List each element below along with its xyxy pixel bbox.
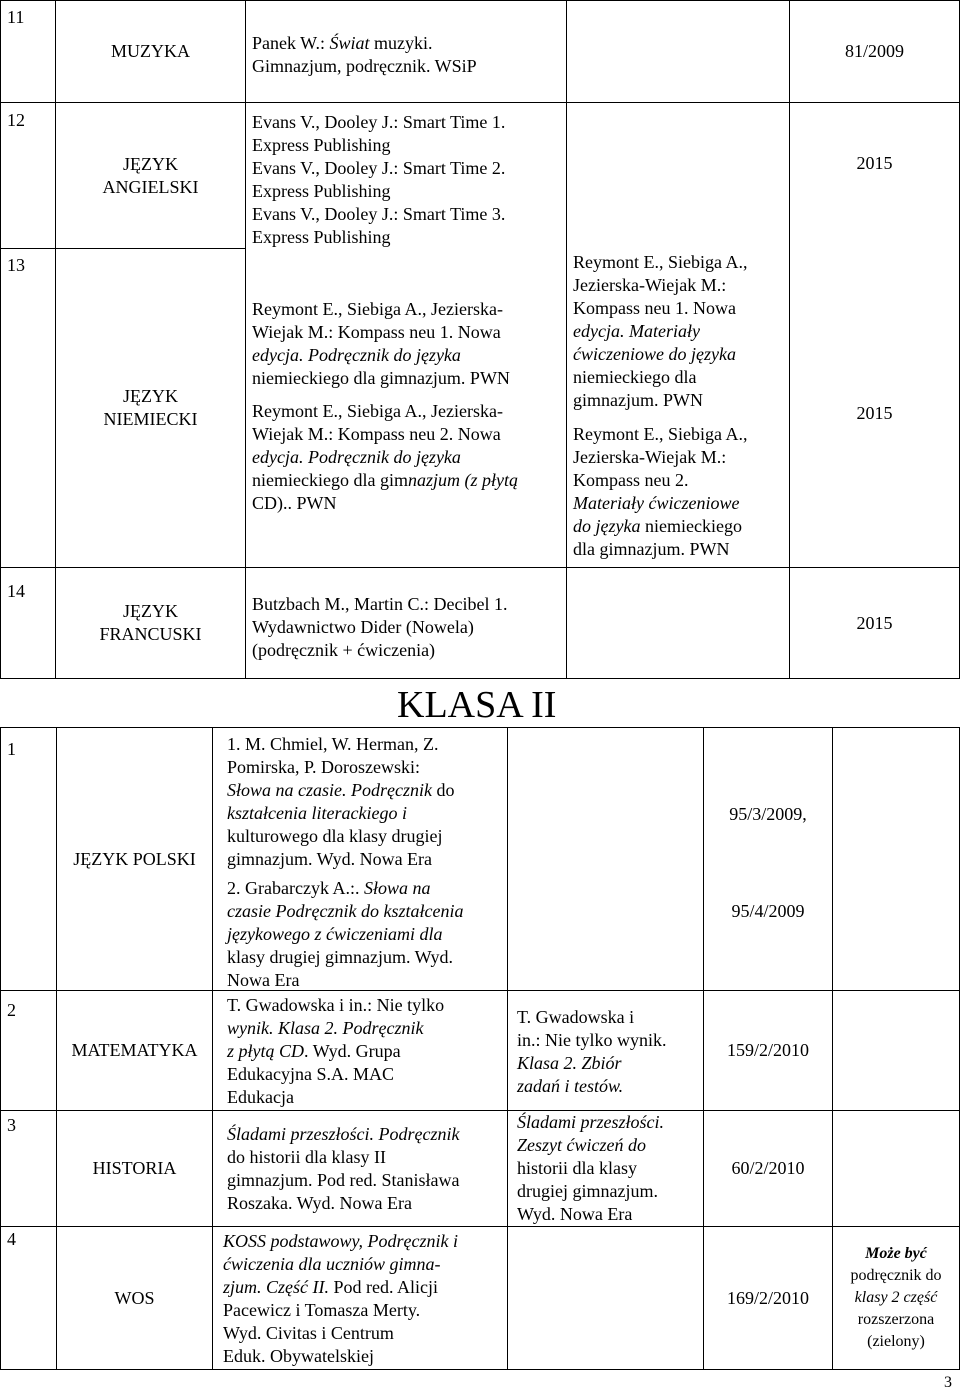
approval-number-2: 95/4/2009	[731, 901, 805, 921]
year-english: 2015	[856, 153, 893, 173]
text-segment: Evans V., Dooley J.: Smart Time 2.	[252, 158, 506, 178]
text-line	[252, 639, 507, 662]
text-line	[850, 1265, 941, 1287]
text-line	[517, 1111, 664, 1134]
row-13-subject-cell	[55, 248, 246, 568]
math-exercise	[517, 1006, 667, 1098]
text-line	[227, 779, 454, 802]
text-segment: ćwiczeniowe do języka	[573, 344, 736, 364]
k2-row-1-book-cell	[212, 727, 508, 991]
text-line	[227, 1146, 459, 1169]
text-line	[227, 1040, 444, 1063]
text-line: FRANCUSKI	[99, 624, 202, 644]
row-14-num-cell	[0, 567, 56, 679]
text-segment: gimnazjum. Pod red. Stanisława	[227, 1170, 460, 1190]
k2-row-2-subject-cell	[56, 990, 213, 1111]
text-segment: Pomirska, P. Doroszewski:	[227, 757, 420, 777]
text-segment: klasy 2 część	[854, 1289, 938, 1306]
text-segment: czasie Podręcznik do kształcenia	[227, 901, 464, 921]
row-number: 14	[7, 581, 25, 601]
text-segment: Express Publishing	[252, 181, 391, 201]
row-number: 3	[7, 1115, 16, 1135]
text-line	[227, 900, 463, 923]
subject-name	[56, 153, 245, 199]
row-12-13-book-cell	[245, 102, 567, 568]
page-number: 3	[944, 1374, 952, 1391]
text-line	[252, 226, 505, 249]
text-segment: edycja. Podręcznik do języka	[252, 345, 461, 365]
text-line	[252, 298, 510, 321]
text-line	[867, 1331, 925, 1353]
text-segment: historii dla klasy	[517, 1158, 637, 1178]
row-number: 2	[7, 1000, 16, 1020]
text-line	[227, 1169, 459, 1192]
row-14-subject-cell	[55, 567, 246, 679]
text-line	[517, 1203, 664, 1226]
text-line	[517, 1006, 667, 1029]
history-exercise	[517, 1111, 664, 1226]
polish-book-1	[227, 733, 454, 871]
text-segment: niemieckiego dla gimnazjum. PWN	[252, 368, 510, 388]
text-segment: klasy drugiej gimnazjum. Wyd.	[227, 947, 454, 967]
text-line	[858, 1309, 934, 1331]
text-line	[252, 593, 507, 616]
k2-row-2-book-cell	[212, 990, 508, 1111]
text-segment: ćwiczenia dla uczniów gimna-	[223, 1254, 441, 1274]
row-12-13-year-cell	[789, 102, 960, 568]
text-segment: (podręcznik + ćwiczenia)	[252, 640, 436, 660]
text-line	[252, 492, 518, 515]
french-book	[252, 593, 507, 662]
text-line	[252, 55, 560, 78]
row-13-num-cell	[0, 248, 56, 568]
text-segment: podręcznik do	[850, 1267, 942, 1284]
text-line: WOS	[114, 1287, 155, 1308]
text-segment: Może być	[865, 1245, 927, 1262]
text-line	[252, 400, 518, 423]
text-line	[252, 446, 518, 469]
k2-row-4-number-cell	[703, 1226, 833, 1370]
text-line	[227, 1123, 459, 1146]
text-segment: 1. M. Chmiel, W. Herman, Z.	[227, 734, 439, 754]
german-book-1	[252, 298, 510, 390]
text-line	[227, 1063, 444, 1086]
text-segment: do historii dla klasy II	[227, 1147, 386, 1167]
k2-row-3-book-cell	[212, 1110, 508, 1227]
text-segment: do	[431, 780, 455, 800]
text-segment: Wiejak M.: Kompass neu 1. Nowa	[252, 322, 501, 342]
k2-row-4-note-cell	[832, 1226, 960, 1370]
text-line	[223, 1322, 458, 1345]
k2-row-2-exercise-cell	[507, 990, 704, 1111]
k2-row-2-num-cell	[0, 990, 57, 1111]
text-line	[227, 848, 454, 871]
row-number: 13	[7, 255, 25, 275]
text-line	[252, 111, 505, 134]
text-segment: Reymont E., Siebiga A., Jezierska-	[252, 299, 503, 319]
year-german: 2015	[856, 403, 893, 423]
math-book	[227, 994, 444, 1109]
text-line	[223, 1299, 458, 1322]
row-14-book-cell	[245, 567, 567, 679]
row-number: 11	[7, 7, 25, 27]
row-11-book-cell	[245, 0, 567, 103]
german-book-2	[252, 400, 518, 515]
text-line	[252, 32, 560, 55]
k2-row-3-number-cell	[703, 1110, 833, 1227]
text-segment: T. Gwadowska i in.: Nie tylko	[227, 995, 445, 1015]
k2-row-4-book-cell	[212, 1226, 508, 1370]
text-line	[227, 877, 463, 900]
text-segment: zjum. Część II.	[223, 1277, 329, 1297]
text-segment: Reymont E., Siebiga A.,	[573, 424, 748, 444]
text-line	[252, 134, 505, 157]
k2-row-1-num-cell	[0, 727, 57, 991]
k2-row-3-exercise-cell	[507, 1110, 704, 1227]
text-line	[855, 1287, 938, 1309]
text-line	[517, 1052, 667, 1075]
k2-row-4-subject-cell	[56, 1226, 213, 1370]
text-segment: (zielony)	[867, 1333, 925, 1350]
text-line	[227, 994, 444, 1017]
text-segment: niemieckiego	[640, 516, 742, 536]
text-line	[573, 251, 748, 274]
text-segment: Panek W.:	[252, 33, 330, 53]
english-books	[252, 111, 505, 249]
text-segment: rozszerzona	[857, 1311, 935, 1328]
row-11-subject-cell	[55, 0, 246, 103]
text-segment: 2. Grabarczyk A.:.	[227, 878, 364, 898]
text-segment: Evans V., Dooley J.: Smart Time 1.	[252, 112, 506, 132]
text-segment: T. Gwadowska i	[517, 1007, 635, 1027]
text-line	[227, 733, 454, 756]
text-line: JĘZYK	[123, 154, 178, 174]
text-segment: Materiały ćwiczeniowe	[573, 493, 740, 513]
text-segment: Roszaka. Wyd. Nowa Era	[227, 1193, 413, 1213]
k2-row-1-exercise-cell	[507, 727, 704, 991]
text-segment: Słowa na	[363, 878, 431, 898]
text-line	[517, 1029, 667, 1052]
text-segment: CD).. PWN	[252, 493, 337, 513]
text-line	[252, 469, 518, 492]
text-line: HISTORIA	[92, 1158, 177, 1178]
text-line	[227, 756, 454, 779]
text-segment: zadań i testów.	[517, 1076, 624, 1096]
text-segment: wynik. Klasa 2. Podręcznik	[227, 1018, 424, 1038]
text-segment: Wiejak M.: Kompass neu 2. Nowa	[252, 424, 501, 444]
text-segment: kulturowego dla klasy drugiej	[227, 826, 443, 846]
text-line: JĘZYK POLSKI	[73, 848, 196, 869]
text-line: MUZYKA	[111, 41, 190, 61]
text-line	[517, 1180, 664, 1203]
text-line	[573, 274, 748, 297]
text-line	[573, 423, 748, 446]
text-line	[252, 367, 510, 390]
text-segment: do języka	[573, 516, 641, 536]
k2-row-2-note-cell	[832, 990, 960, 1111]
k2-row-1-note-cell	[832, 727, 960, 991]
text-segment: językowego z ćwiczeniami dla	[227, 924, 443, 944]
text-segment: z płytą CD	[227, 1041, 305, 1061]
text-line: NIEMIECKI	[103, 409, 198, 429]
text-segment: Wyd. Civitas i Centrum	[223, 1323, 394, 1343]
text-line	[227, 802, 454, 825]
text-line	[573, 538, 748, 561]
approval-number-1: 95/3/2009,	[729, 804, 807, 824]
text-line	[227, 946, 463, 969]
subject-name	[56, 385, 245, 431]
text-line	[227, 969, 463, 992]
text-segment: Kompass neu 2.	[573, 470, 689, 490]
text-line: MATEMATYKA	[71, 1040, 198, 1060]
text-line	[252, 321, 510, 344]
text-line	[227, 923, 463, 946]
row-12-13-exercise-cell	[566, 102, 790, 568]
text-segment: Gimnazjum, podręcznik. WSiP	[252, 56, 477, 76]
k2-row-2-number-cell	[703, 990, 833, 1111]
text-segment: nazjum (z płytą	[407, 470, 518, 490]
row-14-exercise-cell	[566, 567, 790, 679]
k2-row-3-note-cell	[832, 1110, 960, 1227]
row-11-number-cell	[789, 0, 960, 103]
text-segment: Reymont E., Siebiga A.,	[573, 252, 748, 272]
text-segment: dla gimnazjum. PWN	[573, 539, 730, 559]
text-line	[252, 203, 505, 226]
row-14-year-cell	[789, 567, 960, 679]
text-segment: edycja. Podręcznik do języka	[252, 447, 461, 467]
text-segment: Wyd. Nowa Era	[517, 1204, 633, 1224]
text-segment: Butzbach M., Martin C.: Decibel 1.	[252, 594, 508, 614]
text-segment: Nowa Era	[227, 970, 300, 990]
text-segment: niemieckiego dla gim	[252, 470, 408, 490]
text-segment: gimnazjum. PWN	[573, 390, 703, 410]
text-segment: Zeszyt ćwiczeń do	[517, 1135, 646, 1155]
text-line	[517, 1134, 664, 1157]
text-line	[252, 344, 510, 367]
k2-row-1-subject-cell	[56, 727, 213, 991]
book-text	[252, 32, 560, 78]
polish-book-2	[227, 877, 463, 992]
text-line	[252, 423, 518, 446]
text-segment: drugiej gimnazjum.	[517, 1181, 658, 1201]
text-segment: Kompass neu 1. Nowa	[573, 298, 736, 318]
text-line	[573, 343, 748, 366]
text-line: JĘZYK	[123, 601, 178, 621]
text-line	[573, 515, 748, 538]
text-line	[573, 469, 748, 492]
row-number: 12	[7, 110, 25, 130]
text-line	[573, 389, 748, 412]
text-line	[227, 1017, 444, 1040]
text-line	[517, 1075, 667, 1098]
approval-number: 159/2/2010	[726, 1040, 809, 1060]
k2-row-3-num-cell	[0, 1110, 57, 1227]
text-line	[223, 1253, 458, 1276]
k2-row-4-num-cell	[0, 1226, 57, 1370]
text-segment: Evans V., Dooley J.: Smart Time 3.	[252, 204, 506, 224]
text-line	[252, 157, 505, 180]
text-segment: Express Publishing	[252, 227, 391, 247]
text-segment: Jezierska-Wiejak M.:	[573, 447, 727, 467]
text-line	[573, 492, 748, 515]
text-segment: . Wyd. Grupa	[304, 1041, 401, 1061]
text-segment: Edukacja	[227, 1087, 294, 1107]
text-line	[517, 1157, 664, 1180]
row-12-subject-cell	[55, 102, 246, 249]
text-line	[573, 297, 748, 320]
text-segment: Pacewicz i Tomasza Merty.	[223, 1300, 421, 1320]
row-number: 1	[7, 739, 16, 759]
text-segment: muzyki.	[369, 33, 433, 53]
k2-row-1-number-cell	[703, 727, 833, 991]
k2-row-3-subject-cell	[56, 1110, 213, 1227]
german-exercise-2	[573, 423, 748, 561]
text-segment: Pod red. Alicji	[329, 1277, 438, 1297]
text-line	[223, 1230, 458, 1253]
text-line	[252, 180, 505, 203]
wos-book	[223, 1230, 458, 1368]
text-line	[223, 1276, 458, 1299]
section-title-klasa-2: KLASA II	[397, 684, 557, 726]
row-11-exercise-cell	[566, 0, 790, 103]
row-12-num-cell	[0, 102, 56, 249]
approval-number: 60/2/2010	[731, 1158, 805, 1178]
text-segment: Eduk. Obywatelskiej	[223, 1346, 374, 1366]
text-line	[573, 366, 748, 389]
text-line	[227, 1192, 459, 1215]
text-segment: Słowa na czasie. Podręcznik	[227, 780, 432, 800]
text-segment: Edukacyjna S.A. MAC	[227, 1064, 394, 1084]
k2-row-4-exercise-cell	[507, 1226, 704, 1370]
text-segment: in.: Nie tylko wynik.	[517, 1030, 667, 1050]
text-segment: Śladami przeszłości.	[517, 1112, 665, 1132]
text-line	[865, 1243, 927, 1265]
text-segment: niemieckiego dla	[573, 367, 697, 387]
german-exercise-1	[573, 251, 748, 412]
history-book	[227, 1123, 459, 1215]
year-french: 2015	[856, 612, 893, 633]
text-segment: edycja. Materiały	[573, 321, 700, 341]
text-line	[223, 1345, 458, 1368]
approval-number: 169/2/2010	[726, 1287, 809, 1308]
text-segment: Reymont E., Siebiga A., Jezierska-	[252, 401, 503, 421]
text-line	[227, 825, 454, 848]
text-line: ANGIELSKI	[102, 177, 199, 197]
approval-number: 81/2009	[844, 41, 904, 61]
text-line	[252, 616, 507, 639]
text-segment: Świat	[329, 33, 370, 53]
text-line	[573, 446, 748, 469]
text-line	[573, 320, 748, 343]
text-line	[227, 1086, 444, 1109]
text-segment: Jezierska-Wiejak M.:	[573, 275, 727, 295]
text-segment: Express Publishing	[252, 135, 391, 155]
text-segment: kształcenia literackiego i	[227, 803, 407, 823]
text-segment: Wydawnictwo Dider (Nowela)	[252, 617, 474, 637]
row-number: 4	[7, 1229, 16, 1249]
row-11-num-cell	[0, 0, 56, 103]
text-segment: gimnazjum. Wyd. Nowa Era	[227, 849, 433, 869]
text-segment: KOSS podstawowy, Podręcznik i	[223, 1231, 458, 1251]
text-segment: Klasa 2. Zbiór	[517, 1053, 622, 1073]
text-segment: Śladami przeszłości. Podręcznik	[227, 1124, 460, 1144]
text-line: JĘZYK	[123, 386, 178, 406]
